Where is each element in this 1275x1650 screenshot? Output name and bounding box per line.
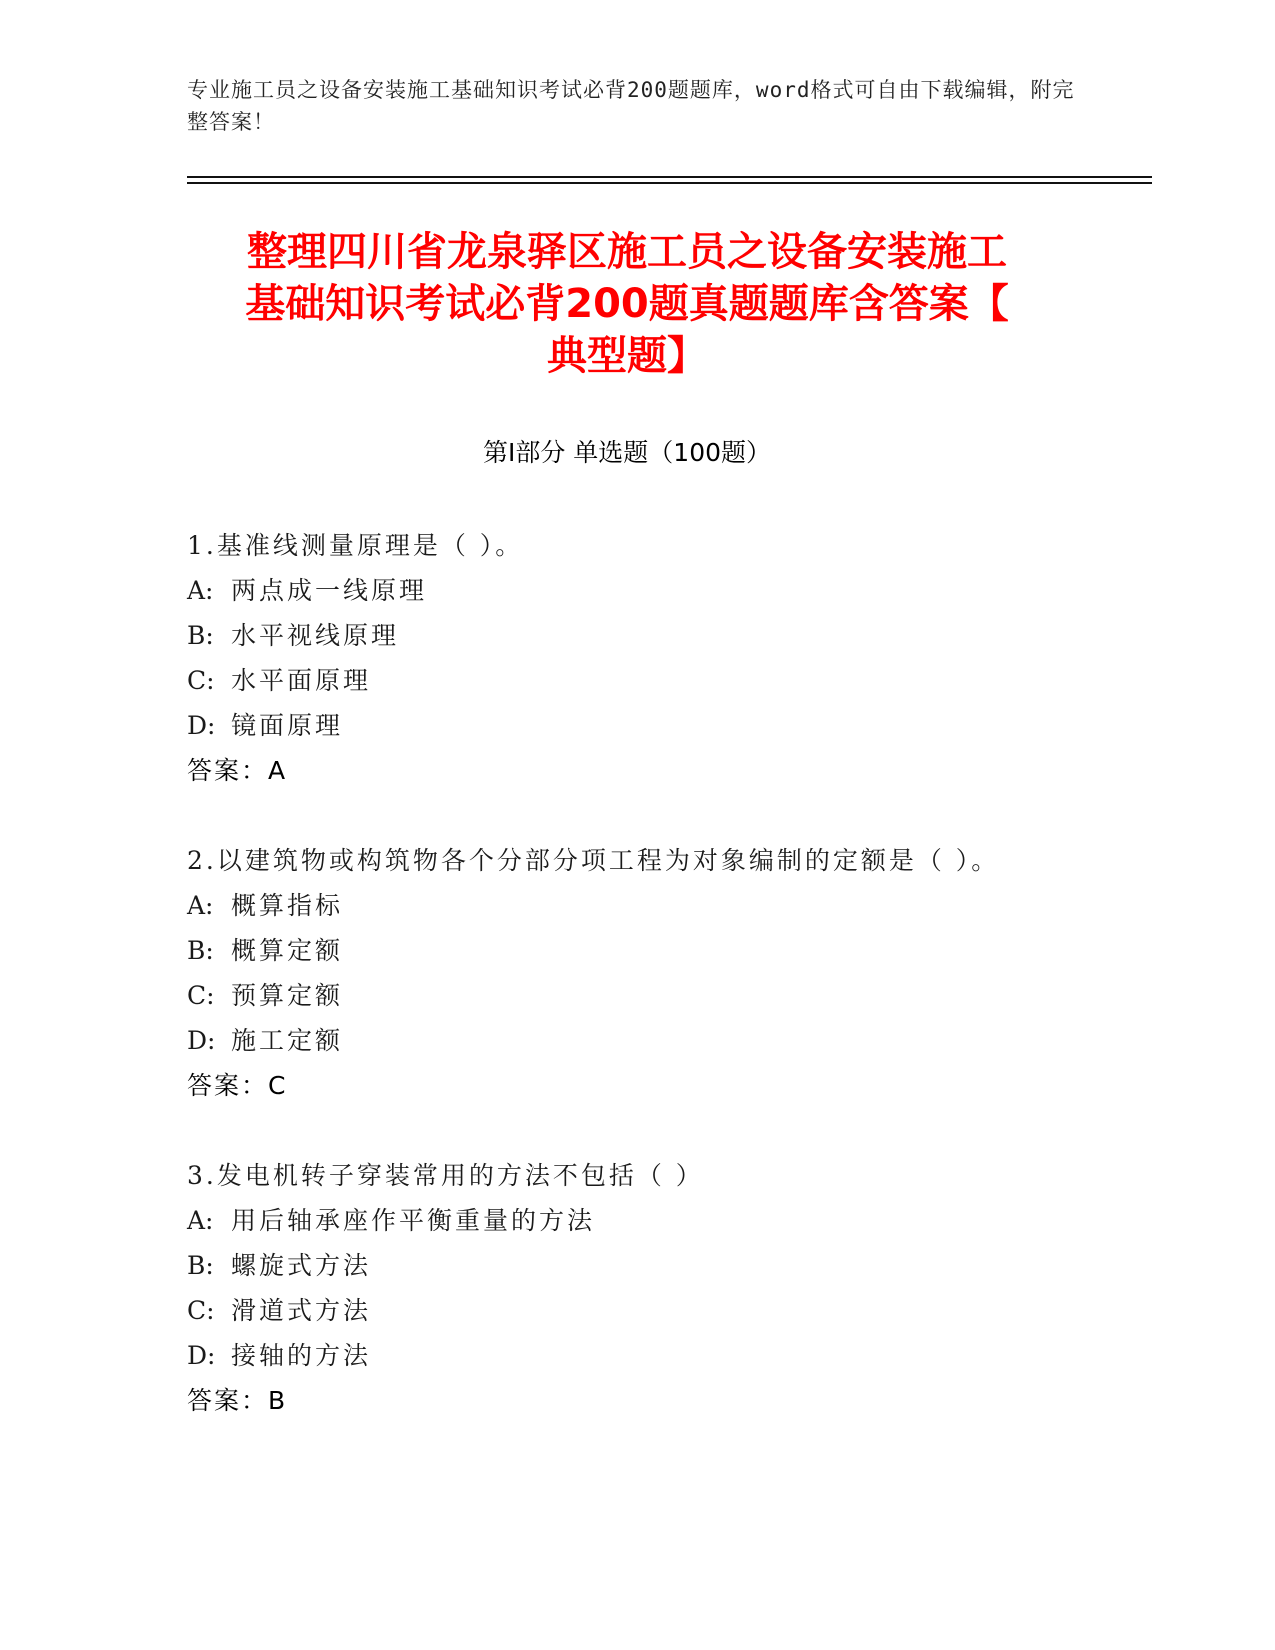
option-key: B:: [187, 936, 214, 965]
option-key: D:: [187, 1341, 216, 1370]
option-key: B:: [187, 1251, 214, 1280]
question-option: [187, 703, 1147, 748]
option-text: 概算指标: [231, 891, 344, 920]
header-note: 专业施工员之设备安装施工基础知识考试必背200题题库，word格式可自由下载编辑，附完整答案！: [187, 78, 1075, 134]
question-stem: 2.以建筑物或构筑物各个分部分项工程为对象编制的定额是（ ）。: [187, 846, 1000, 875]
option-key: C:: [187, 666, 215, 695]
question-option: [187, 658, 1147, 703]
option-text: 两点成一线原理: [231, 576, 428, 605]
header-divider-top: [187, 176, 1152, 178]
option-key: D:: [187, 1026, 216, 1055]
question-answer: 答案：B: [187, 1386, 288, 1415]
question-option: [187, 1018, 1147, 1063]
question-option: [187, 568, 1147, 613]
question-option: [187, 1288, 1147, 1333]
header-divider-bottom: [187, 182, 1152, 184]
option-text: 水平面原理: [231, 666, 372, 695]
question-option: [187, 1243, 1147, 1288]
option-key: C:: [187, 1296, 215, 1325]
question-answer: 答案：A: [187, 756, 288, 785]
question-list: [187, 523, 1147, 1468]
option-key: D:: [187, 711, 216, 740]
option-key: B:: [187, 621, 214, 650]
question-option: [187, 613, 1147, 658]
section-heading: 第Ⅰ部分 单选题（100题）: [482, 438, 772, 467]
question-item: [187, 838, 1147, 1108]
option-text: 水平视线原理: [231, 621, 400, 650]
option-key: C:: [187, 981, 215, 1010]
question-item: [187, 523, 1147, 793]
option-text: 用后轴承座作平衡重量的方法: [231, 1206, 596, 1235]
option-key: A:: [187, 576, 214, 605]
document-title-line: 基础知识考试必背200题真题题库含答案【: [245, 281, 1009, 327]
question-option: [187, 1198, 1147, 1243]
option-text: 施工定额: [231, 1026, 344, 1055]
question-stem: 3.发电机转子穿装常用的方法不包括（ ）: [187, 1161, 704, 1190]
question-option: [187, 973, 1147, 1018]
option-key: A:: [187, 891, 214, 920]
option-key: A:: [187, 1206, 214, 1235]
option-text: 滑道式方法: [231, 1296, 372, 1325]
question-stem: 1.基准线测量原理是（ ）。: [187, 531, 524, 560]
option-text: 螺旋式方法: [231, 1251, 372, 1280]
question-option: [187, 1333, 1147, 1378]
option-text: 接轴的方法: [231, 1341, 372, 1370]
option-text: 镜面原理: [231, 711, 344, 740]
document-title-line: 整理四川省龙泉驿区施工员之设备安装施工: [247, 229, 1007, 275]
option-text: 预算定额: [231, 981, 344, 1010]
question-answer: 答案：C: [187, 1071, 288, 1100]
question-option: [187, 883, 1147, 928]
option-text: 概算定额: [231, 936, 344, 965]
document-title: [187, 226, 1067, 382]
question-item: [187, 1153, 1147, 1423]
document-title-line: 典型题】: [547, 333, 707, 379]
question-option: [187, 928, 1147, 973]
